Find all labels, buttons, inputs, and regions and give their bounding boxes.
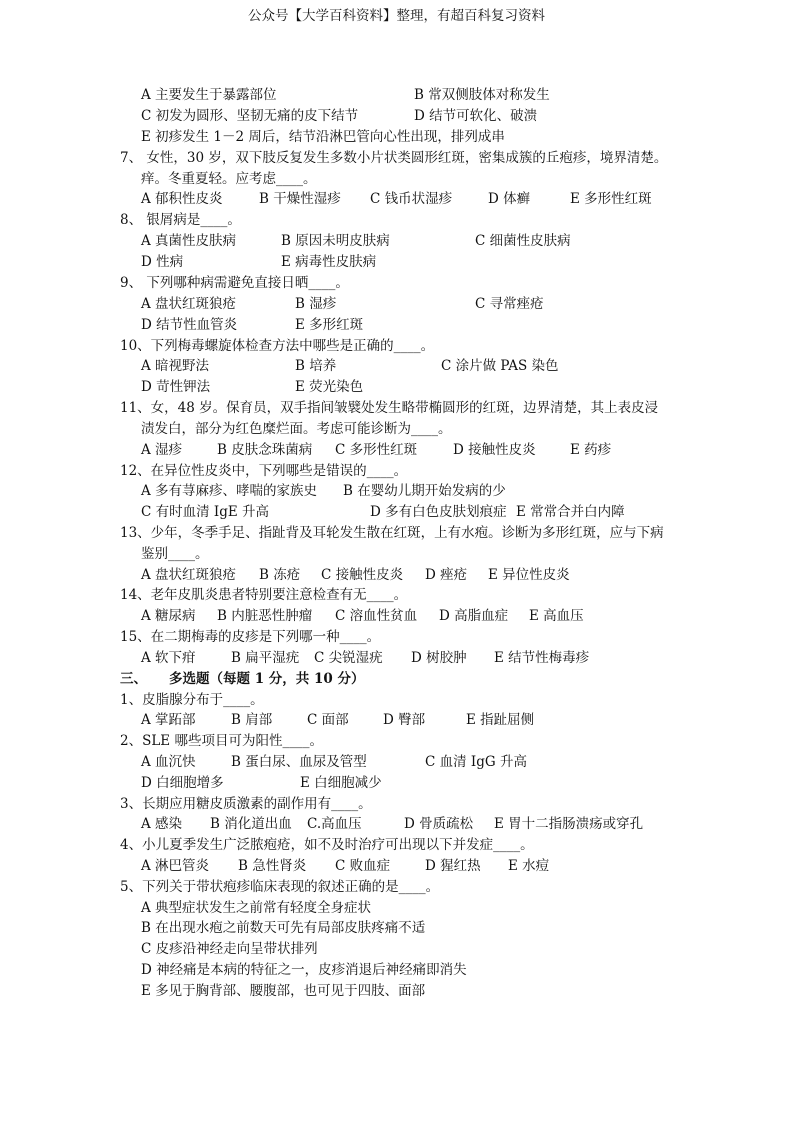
q9-option-b: B 湿疹 [295,296,337,312]
m2-option-a: A 血沉快 [141,754,196,770]
q11-option-b: B 皮肤念珠菌病 [217,442,313,458]
m1-option-e: E 指趾屈侧 [466,712,535,728]
q6-option-b: B 常双侧肢体对称发生 [414,87,550,103]
q13-option-c: C 接触性皮炎 [321,567,404,583]
m4-option-e: E 水痘 [508,858,550,874]
q14-option-b: B 内脏恶性肿瘤 [217,608,313,624]
q11-option-e: E 药疹 [570,442,612,458]
q15-option-b: B 扁平湿疣 [231,650,300,666]
q7-option-e: E 多形性红斑 [570,191,652,207]
q8-option-e: E 病毒性皮肤病 [281,254,377,270]
m5-stem: 5、下列关于带状疱疹临床表现的叙述正确的是____。 [120,879,440,895]
q7-option-c: C 钱币状湿疹 [370,191,453,207]
q13-option-d: D 痤疮 [425,567,468,583]
q12-option-c: C 有时血清 IgE 升高 [141,504,270,520]
m3-option-a: A 感染 [141,816,183,832]
q14-option-c: C 溶血性贫血 [335,608,418,624]
q14-stem: 14、老年皮肌炎患者特别要注意检查有无____。 [120,587,408,603]
q10-option-a: A 暗视野法 [141,358,210,374]
q11-stem-line1: 11、女，48 岁。保育员，双手指间皱襞处发生略带椭圆形的红斑，边界清楚，其上表皮浸 [120,400,659,416]
m1-option-d: D 臀部 [383,712,426,728]
q13-stem-line2: 鉴别____。 [141,546,209,562]
q15-option-d: D 树胶肿 [411,650,467,666]
q15-stem: 15、在二期梅毒的皮疹是下列哪一种____。 [120,629,381,645]
q13-option-b: B 冻疮 [259,567,301,583]
q8-option-c: C 细菌性皮肤病 [475,233,571,249]
q11-option-d: D 接触性皮炎 [453,442,536,458]
m2-option-b: B 蛋白尿、血尿及管型 [231,754,367,770]
q8-option-d: D 性病 [141,254,184,270]
m5-option-e: E 多见于胸背部、腰腹部，也可见于四肢、面部 [141,983,426,999]
m4-option-c: C 败血症 [335,858,391,874]
q6-option-c: C 初发为圆形、坚韧无痛的皮下结节 [141,108,359,124]
m2-option-e: E 白细胞减少 [300,775,382,791]
q12-stem: 12、在异位性皮炎中，下列哪些是错误的____。 [120,463,408,479]
page-header: 公众号【大学百科资料】整理，有超百科复习资料 [248,8,545,24]
q15-option-c: C 尖锐湿疣 [314,650,383,666]
q15-option-a: A 软下疳 [141,650,196,666]
q9-option-a: A 盘状红斑狼疮 [141,296,237,312]
m2-option-d: D 白细胞增多 [141,775,224,791]
q14-option-e: E 高血压 [529,608,584,624]
q6-option-d: D 结节可软化、破溃 [414,108,538,124]
q8-option-a: A 真菌性皮肤病 [141,233,237,249]
m4-stem: 4、小儿夏季发生广泛脓疱疮，如不及时治疗可出现以下并发症____。 [120,837,534,853]
m5-option-a: A 典型症状发生之前常有轻度全身症状 [141,900,372,916]
q9-stem: 9、 下列哪种病需避免直接日晒____。 [120,275,349,291]
q9-option-d: D 结节性血管炎 [141,317,238,333]
q13-option-a: A 盘状红斑狼疮 [141,567,237,583]
q12-option-d: D 多有白色皮肤划痕症 [370,504,507,520]
q12-option-e: E 常常合并白内障 [516,504,625,520]
m3-option-d: D 骨质疏松 [404,816,474,832]
m5-option-c: C 皮疹沿神经走向呈带状排列 [141,941,318,957]
section-title: 多选题（每题 1 分，共 10 分） [169,671,365,687]
m3-option-e: E 胃十二指肠溃疡或穿孔 [494,816,644,832]
m5-option-d: D 神经痛是本病的特征之一，皮疹消退后神经痛即消失 [141,962,467,978]
q7-option-a: A 郁积性皮炎 [141,191,223,207]
m2-option-c: C 血清 IgG 升高 [425,754,527,770]
q15-option-e: E 结节性梅毒疹 [494,650,590,666]
q13-option-e: E 异位性皮炎 [488,567,570,583]
q8-stem: 8、 银屑病是____。 [120,212,241,228]
m4-option-d: D 猩红热 [425,858,481,874]
q11-stem-line2: 渍发白，部分为红色糜烂面。考虑可能诊断为____。 [141,421,452,437]
q6-option-e: E 初疹发生 1－2 周后，结节沿淋巴管向心性出现，排列成串 [141,129,505,145]
q11-option-a: A 湿疹 [141,442,183,458]
q7-option-b: B 干燥性湿疹 [259,191,341,207]
q10-option-b: B 培养 [295,358,337,374]
m4-option-a: A 淋巴管炎 [141,858,210,874]
section-number: 三、 [120,671,147,687]
m3-option-c: C.高血压 [307,816,362,832]
q10-option-c: C 涂片做 PAS 染色 [441,358,559,374]
q11-option-c: C 多形性红斑 [335,442,418,458]
q12-option-b: B 在婴幼儿期开始发病的少 [343,483,506,499]
m5-option-b: B 在出现水疱之前数天可先有局部皮肤疼痛不适 [141,920,426,936]
m1-option-b: B 肩部 [231,712,273,728]
q10-option-d: D 苛性钾法 [141,379,211,395]
m4-option-b: B 急性肾炎 [238,858,307,874]
q8-option-b: B 原因未明皮肤病 [281,233,390,249]
m1-option-a: A 掌跖部 [141,712,196,728]
m3-stem: 3、长期应用糖皮质激素的副作用有____。 [120,796,372,812]
q14-option-d: D 高脂血症 [439,608,509,624]
m3-option-b: B 消化道出血 [210,816,292,832]
q7-stem-line1: 7、 女性，30 岁，双下肢反复发生多数小片状类圆形红斑，密集成簇的丘疱疹，境界清楚。 [120,150,668,166]
m1-option-c: C 面部 [307,712,349,728]
q6-option-a: A 主要发生于暴露部位 [141,87,277,103]
q10-option-e: E 荧光染色 [295,379,364,395]
q14-option-a: A 糖尿病 [141,608,196,624]
q9-option-c: C 寻常痤疮 [475,296,544,312]
q7-option-d: D 体癣 [488,191,531,207]
q13-stem-line1: 13、少年，冬季手足、指趾背及耳轮发生散在红斑，上有水疱。诊断为多形红斑，应与下病 [120,525,664,541]
q12-option-a: A 多有荨麻疹、哮喘的家族史 [141,483,318,499]
m2-stem: 2、SLE 哪些项目可为阳性____。 [120,733,323,749]
q9-option-e: E 多形红斑 [295,317,364,333]
q7-stem-line2: 痒。冬重夏轻。应考虑____。 [141,171,317,187]
q10-stem: 10、下列梅毒螺旋体检查方法中哪些是正确的____。 [120,338,435,354]
m1-stem: 1、皮脂腺分布于____。 [120,692,264,708]
